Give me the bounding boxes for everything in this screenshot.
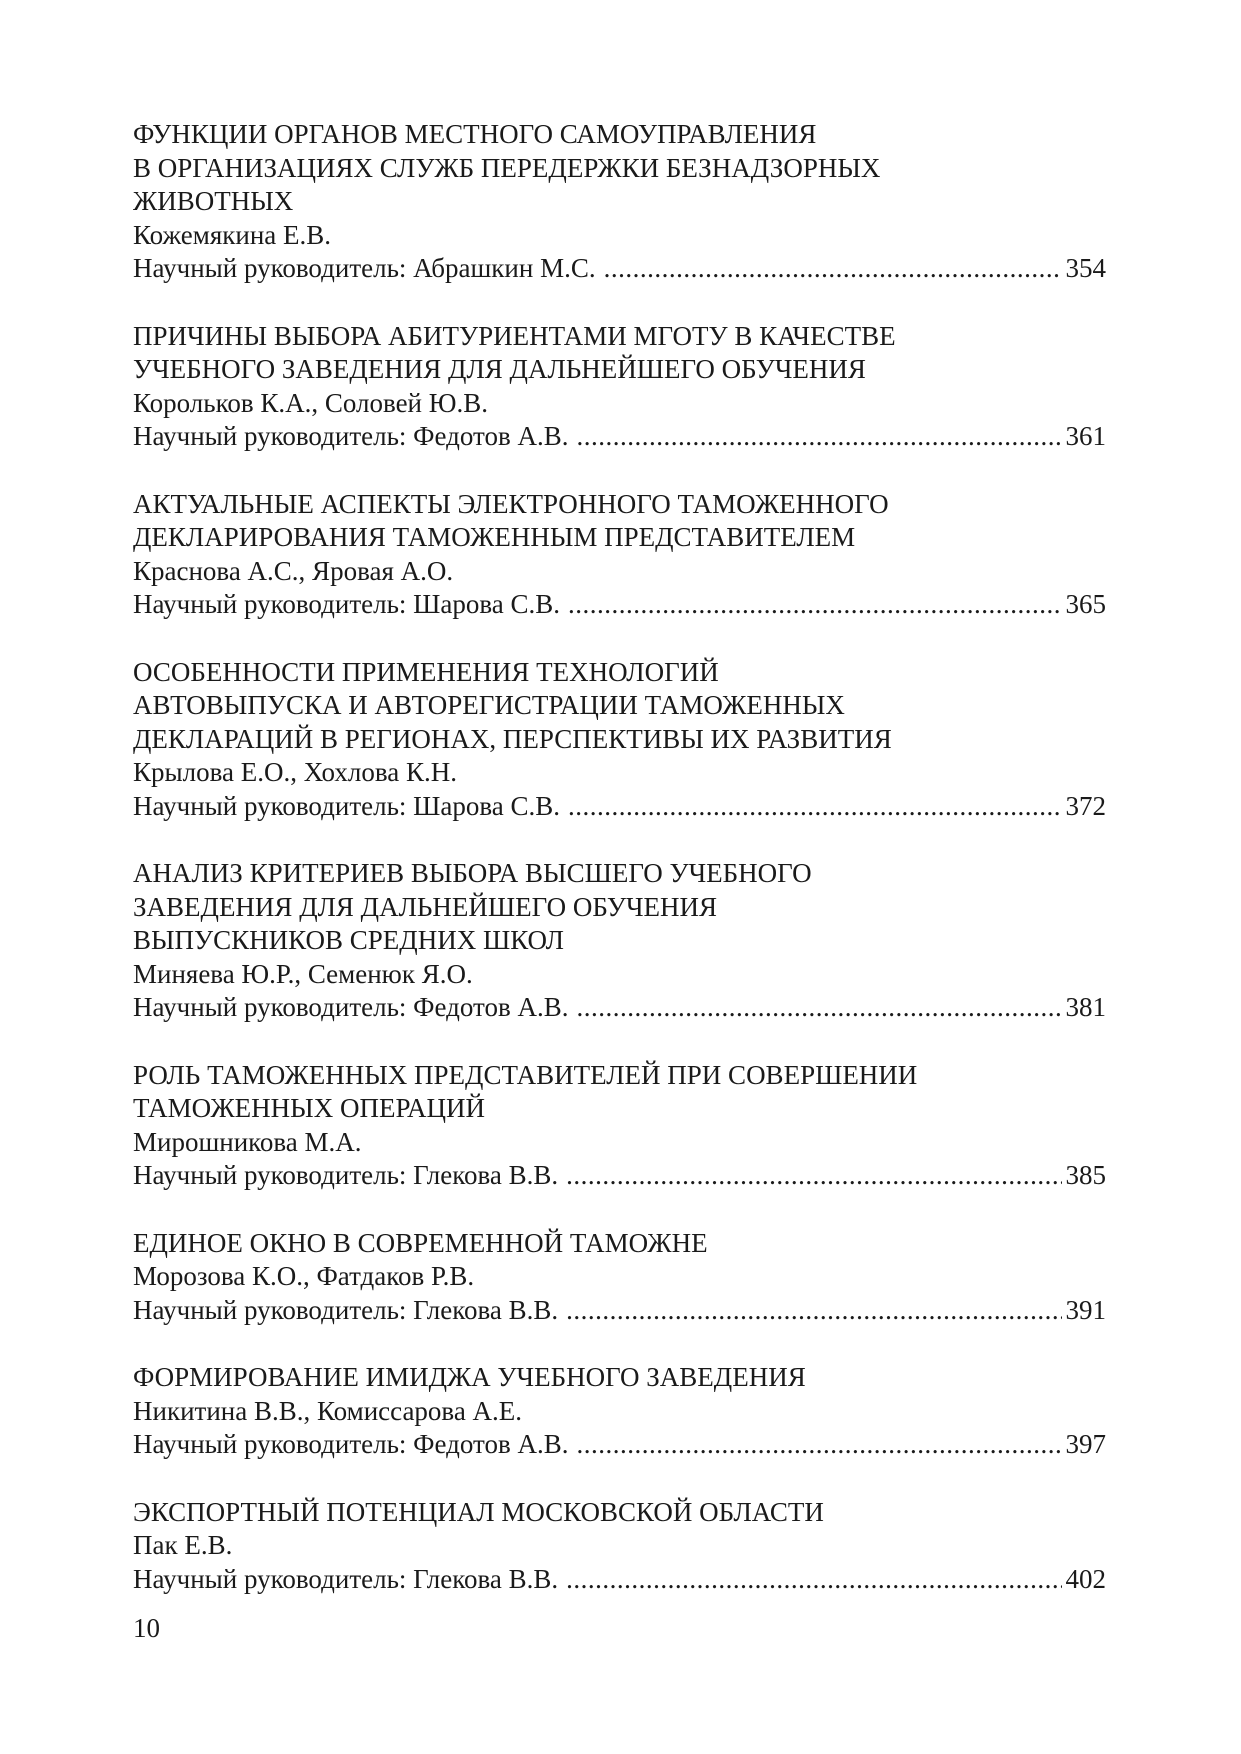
entry-page-number: 354 xyxy=(1065,253,1106,283)
entry-title-line: ДЕКЛАРИРОВАНИЯ ТАМОЖЕННЫМ ПРЕДСТАВИТЕЛЕМ xyxy=(133,522,856,552)
entry-page-number: 385 xyxy=(1065,1160,1106,1190)
entry-supervisor-row xyxy=(133,1159,1106,1193)
entry-supervisor: Научный руководитель: Глекова В.В. xyxy=(133,1563,559,1594)
entry-page-number: 365 xyxy=(1065,589,1106,619)
entry-authors: Кожемякина Е.В. xyxy=(133,219,332,250)
entry-supervisor-row xyxy=(133,1563,1106,1597)
dot-leader xyxy=(576,991,1061,1025)
entry-title-line: В ОРГАНИЗАЦИЯХ СЛУЖБ ПЕРЕДЕРЖКИ БЕЗНАДЗОРНЫХ xyxy=(133,152,881,183)
entry-title-line: АНАЛИЗ КРИТЕРИЕВ ВЫБОРА ВЫСШЕГО УЧЕБНОГО xyxy=(133,858,812,888)
entry-title-line: РОЛЬ ТАМОЖЕННЫХ ПРЕДСТАВИТЕЛЕЙ ПРИ СОВЕРШЕНИИ xyxy=(133,1059,918,1090)
dot-leader xyxy=(576,1428,1061,1462)
entry-authors: Миняева Ю.Р., Семенюк Я.О. xyxy=(133,958,473,989)
entry-supervisor-row xyxy=(133,420,1106,454)
entry-page-number: 397 xyxy=(1065,1429,1106,1459)
toc-entry xyxy=(133,1227,1106,1328)
entry-title-line: ЕДИНОЕ ОКНО В СОВРЕМЕННОЙ ТАМОЖНЕ xyxy=(133,1227,708,1258)
entry-authors: Никитина В.В., Комиссарова А.Е. xyxy=(133,1395,523,1426)
toc-entry xyxy=(133,1361,1106,1462)
entry-supervisor: Научный руководитель: Глекова В.В. xyxy=(133,1160,559,1190)
entry-authors: Корольков К.А., Соловей Ю.В. xyxy=(133,387,489,418)
entry-supervisor: Научный руководитель: Абрашкин М.С. xyxy=(133,253,596,283)
entry-supervisor-row xyxy=(133,790,1106,824)
entry-supervisor-row xyxy=(133,1294,1106,1328)
dot-leader xyxy=(566,1563,1061,1597)
dot-leader xyxy=(576,420,1061,454)
entry-page-number: 361 xyxy=(1065,421,1106,451)
dot-leader xyxy=(566,1294,1061,1328)
dot-leader xyxy=(568,588,1061,622)
toc-entry xyxy=(133,488,1106,622)
entry-title-line: ДЕКЛАРАЦИЙ В РЕГИОНАХ, ПЕРСПЕКТИВЫ ИХ РАЗВИТИЯ xyxy=(133,723,892,754)
entry-title-line: ЖИВОТНЫХ xyxy=(133,186,294,216)
toc-entry xyxy=(133,1496,1106,1597)
entry-supervisor-row xyxy=(133,991,1106,1025)
dot-leader xyxy=(568,790,1061,824)
entry-supervisor-row xyxy=(133,588,1106,622)
entry-authors: Краснова А.С., Яровая А.О. xyxy=(133,555,454,586)
dot-leader xyxy=(566,1159,1061,1193)
entry-title-line: ЗАВЕДЕНИЯ ДЛЯ ДАЛЬНЕЙШЕГО ОБУЧЕНИЯ xyxy=(133,891,718,922)
entry-supervisor: Научный руководитель: Шарова С.В. xyxy=(133,589,561,619)
entry-title-line: ЭКСПОРТНЫЙ ПОТЕНЦИАЛ МОСКОВСКОЙ ОБЛАСТИ xyxy=(133,1496,824,1527)
entry-supervisor: Научный руководитель: Глекова В.В. xyxy=(133,1294,559,1325)
entry-title-line: ФОРМИРОВАНИЕ ИМИДЖА УЧЕБНОГО ЗАВЕДЕНИЯ xyxy=(133,1362,806,1392)
entry-title-line: ОСОБЕННОСТИ ПРИМЕНЕНИЯ ТЕХНОЛОГИЙ xyxy=(133,656,719,687)
entry-title-line: ВЫПУСКНИКОВ СРЕДНИХ ШКОЛ xyxy=(133,925,564,955)
entry-authors: Пак Е.В. xyxy=(133,1530,233,1560)
entry-title-line: ФУНКЦИИ ОРГАНОВ МЕСТНОГО САМОУПРАВЛЕНИЯ xyxy=(133,119,817,149)
entry-title-line: УЧЕБНОГО ЗАВЕДЕНИЯ ДЛЯ ДАЛЬНЕЙШЕГО ОБУЧЕНИЯ xyxy=(133,354,866,384)
toc-entry xyxy=(133,857,1106,1025)
entry-title-line: ПРИЧИНЫ ВЫБОРА АБИТУРИЕНТАМИ МГОТУ В КАЧЕСТВЕ xyxy=(133,320,896,351)
entry-supervisor: Научный руководитель: Федотов А.В. xyxy=(133,992,569,1022)
entry-supervisor: Научный руководитель: Федотов А.В. xyxy=(133,421,569,451)
entry-page-number: 381 xyxy=(1065,992,1106,1022)
entry-supervisor: Научный руководитель: Шарова С.В. xyxy=(133,790,561,821)
dot-leader xyxy=(604,252,1062,286)
table-of-contents xyxy=(133,118,1106,1630)
entry-title-line: ТАМОЖЕННЫХ ОПЕРАЦИЙ xyxy=(133,1093,486,1123)
toc-entry xyxy=(133,320,1106,454)
entry-page-number: 391 xyxy=(1065,1294,1106,1325)
entry-title-line: АВТОВЫПУСКА И АВТОРЕГИСТРАЦИИ ТАМОЖЕННЫХ xyxy=(133,690,845,720)
entry-title-line: АКТУАЛЬНЫЕ АСПЕКТЫ ЭЛЕКТРОННОГО ТАМОЖЕННОГО xyxy=(133,488,889,519)
page-number: 10 xyxy=(133,1613,160,1643)
entry-supervisor-row xyxy=(133,252,1106,286)
entry-page-number: 402 xyxy=(1065,1563,1106,1594)
toc-entry xyxy=(133,656,1106,824)
entry-supervisor-row xyxy=(133,1428,1106,1462)
entry-authors: Морозова К.О., Фатдаков Р.В. xyxy=(133,1261,475,1291)
entry-authors: Мирошникова М.А. xyxy=(133,1126,362,1157)
entry-supervisor: Научный руководитель: Федотов А.В. xyxy=(133,1429,569,1459)
toc-entry xyxy=(133,1059,1106,1193)
entry-page-number: 372 xyxy=(1065,790,1106,821)
entry-authors: Крылова Е.О., Хохлова К.Н. xyxy=(133,757,457,787)
toc-entry xyxy=(133,118,1106,286)
